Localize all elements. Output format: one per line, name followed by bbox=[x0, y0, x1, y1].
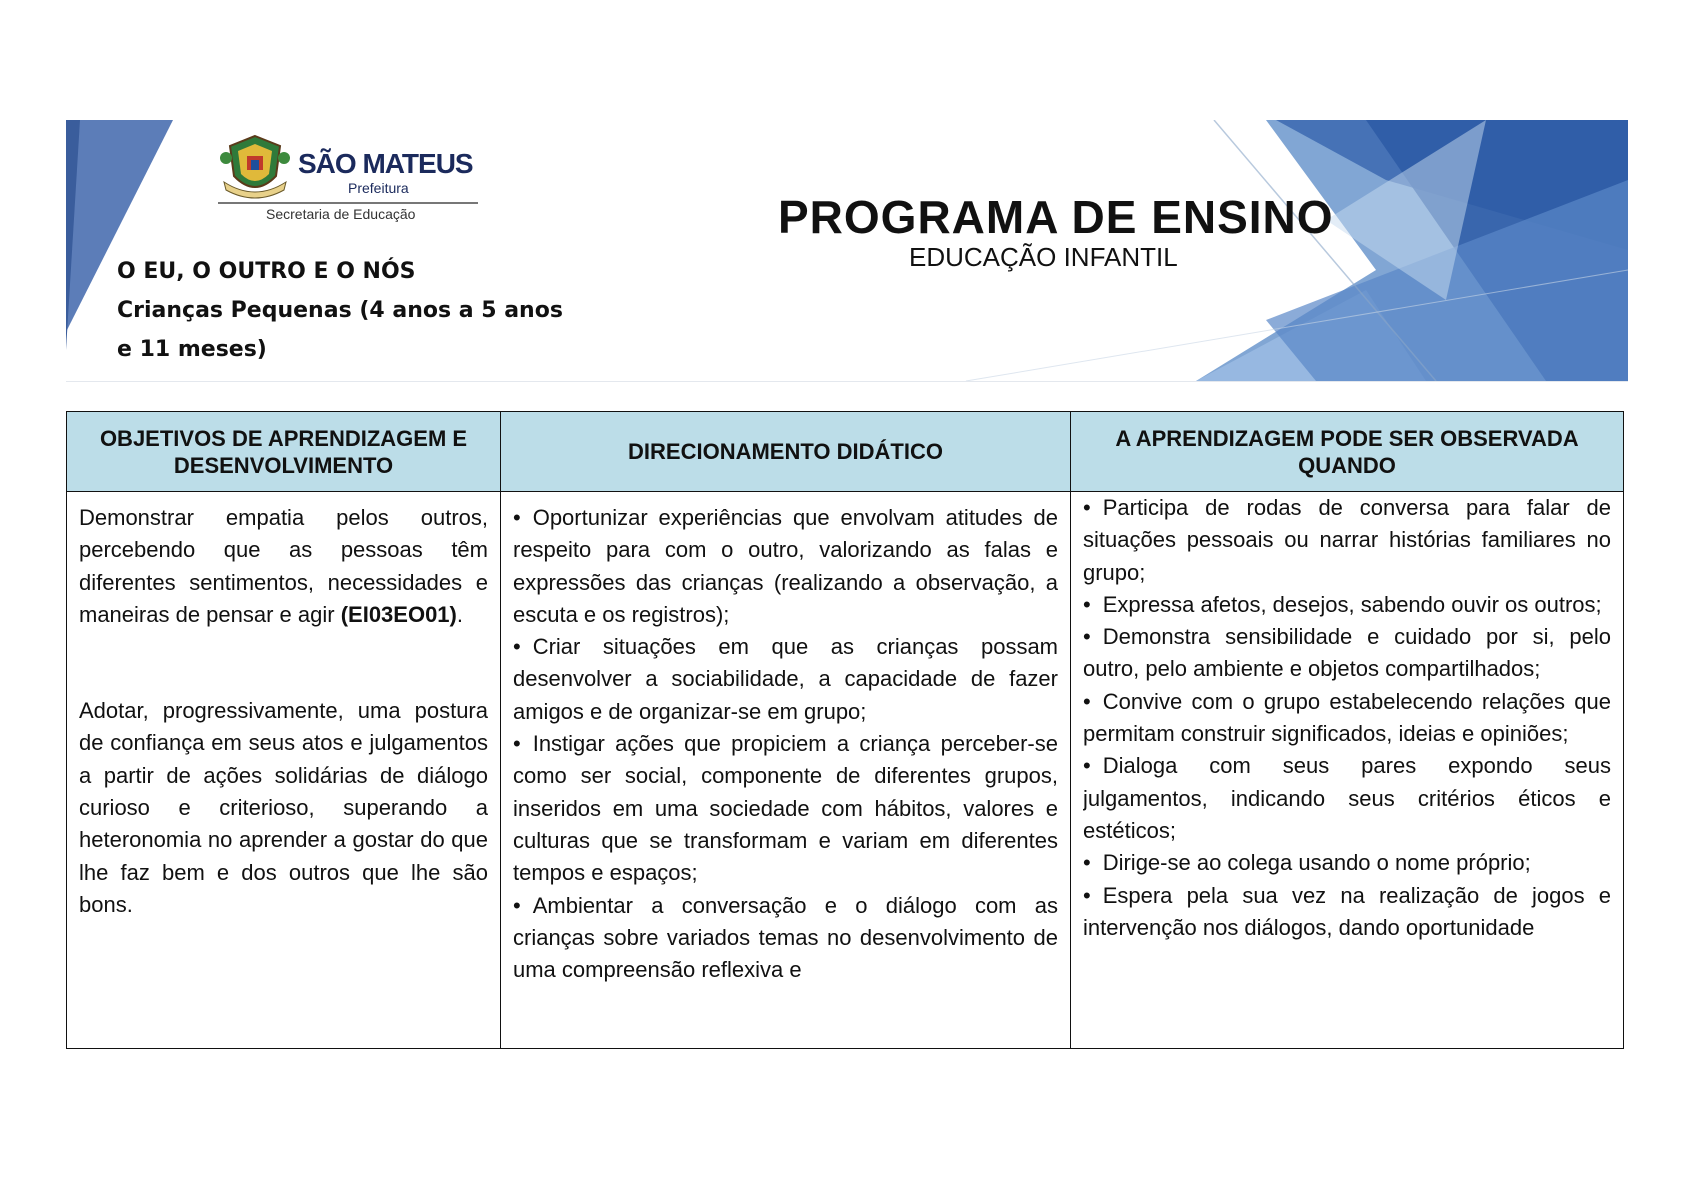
logo-department: Secretaria de Educação bbox=[266, 206, 416, 222]
didactic-list bbox=[513, 502, 1058, 986]
program-title: PROGRAMA DE ENSINO bbox=[778, 191, 1334, 243]
logo-divider bbox=[218, 202, 478, 204]
list-item: • Demonstra sensibilidade e cuidado por si, pelo outro, pelo ambiente e objetos compartilhados; bbox=[1083, 621, 1611, 686]
list-item: • Participa de rodas de conversa para falar de situações pessoais ou narrar histórias familiares no grupo; bbox=[1083, 492, 1611, 589]
list-item: • Dirige-se ao colega usando o nome próprio; bbox=[1083, 847, 1611, 879]
observed-list-wrapper bbox=[1083, 492, 1611, 1048]
page-header-banner bbox=[66, 120, 1628, 382]
list-item: • Convive com o grupo estabelecendo relações que permitam construir significados, ideias e opiniões; bbox=[1083, 686, 1611, 751]
field-name: O EU, O OUTRO E O NÓS bbox=[117, 259, 416, 284]
header-observed-learning: A APRENDIZAGEM PODE SER OBSERVADA QUANDO bbox=[1071, 412, 1624, 492]
objective-suffix: . bbox=[456, 601, 463, 627]
list-item: • Expressa afetos, desejos, sabendo ouvir os outros; bbox=[1083, 589, 1611, 621]
didactic-cell bbox=[501, 492, 1071, 1049]
header-objectives: OBJETIVOS DE APRENDIZAGEM E DESENVOLVIMENTO bbox=[67, 412, 501, 492]
didactic-list-wrapper bbox=[513, 502, 1058, 1018]
objective-text: Demonstrar empatia pelos outros, percebendo que as pessoas têm diferentes sentimentos, necessidades e maneiras de pensar e agir bbox=[79, 505, 488, 627]
objective-code: (EI03EO01) bbox=[340, 601, 457, 627]
program-subtitle: EDUCAÇÃO INFANTIL bbox=[909, 242, 1178, 272]
coat-of-arms-icon bbox=[218, 132, 292, 206]
list-item: • Espera pela sua vez na realização de jogos e intervenção nos diálogos, dando oportunidade bbox=[1083, 880, 1611, 945]
observed-list bbox=[1083, 492, 1611, 944]
list-item: • Ambientar a conversação e o diálogo com as crianças sobre variados temas no desenvolvimento de uma compreensão reflexiva e bbox=[513, 890, 1058, 987]
observed-cell bbox=[1071, 492, 1624, 1049]
age-group: Crianças Pequenas (4 anos a 5 anos e 11 meses) bbox=[117, 298, 563, 362]
list-item: • Instigar ações que propiciem a criança perceber-se como ser social, componente de diferentes grupos, inseridos em uma sociedade com hábitos, valores e culturas que se transformam e variam em diferentes tempos e espaços; bbox=[513, 728, 1058, 889]
logo-brand: SÃO MATEUS bbox=[298, 148, 473, 179]
logo-subtitle: Prefeitura bbox=[348, 180, 409, 196]
list-item: • Dialoga com seus pares expondo seus julgamentos, indicando seus critérios éticos e estéticos; bbox=[1083, 750, 1611, 847]
objective-item bbox=[79, 502, 488, 631]
header-didactic-direction: DIRECIONAMENTO DIDÁTICO bbox=[501, 412, 1071, 492]
program-table bbox=[66, 411, 1624, 1049]
table-row bbox=[67, 492, 1624, 1049]
list-item: • Criar situações em que as crianças possam desenvolver a sociabilidade, a capacidade de fazer amigos e de organizar-se em grupo; bbox=[513, 631, 1058, 728]
table-header-row bbox=[67, 412, 1624, 492]
objective-item bbox=[79, 695, 488, 921]
experience-field-heading bbox=[117, 252, 577, 369]
sao-mateus-logo bbox=[218, 128, 478, 224]
objective-text: Adotar, progressivamente, uma postura de confiança em seus atos e julgamentos a partir de ações solidárias de diálogo curioso e criterioso, superando a heteronomia no aprender a gostar do que lhe faz bem e dos outros que lhe são bons. bbox=[79, 698, 488, 917]
objectives-cell bbox=[67, 492, 501, 1049]
list-item: • Oportunizar experiências que envolvam atitudes de respeito para com o outro, valorizando as falas e expressões das crianças (realizando a observação, a escuta e os registros); bbox=[513, 502, 1058, 631]
